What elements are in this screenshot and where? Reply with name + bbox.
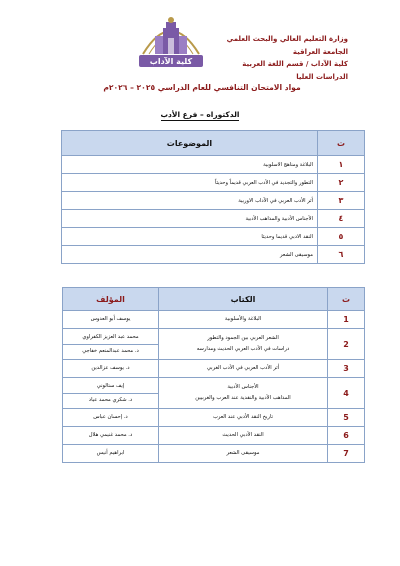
author-cell bbox=[63, 360, 159, 378]
row-number: 4 bbox=[328, 378, 365, 409]
topic-cell: التطور والتجديد في الأدب العربي قديماً وحديثاً bbox=[62, 174, 318, 192]
row-number: ٢ bbox=[318, 174, 365, 192]
row-number: ٦ bbox=[318, 246, 365, 264]
book-title: تاريخ النقد الأدبي عند العرب bbox=[213, 414, 273, 420]
book-title: النقد الأدبي الحديث bbox=[222, 432, 264, 438]
header-line: كلية الآداب / قسم اللغة العربية bbox=[242, 60, 348, 68]
table-row bbox=[62, 228, 365, 246]
author-cell bbox=[63, 311, 159, 329]
header-line: الجامعة العراقية bbox=[292, 47, 348, 56]
header-line: وزارة التعليم العالي والبحث العلمي bbox=[226, 35, 348, 43]
topic-cell: النقد الادبي قديما وحديثا bbox=[62, 228, 318, 246]
author-cell bbox=[63, 378, 159, 409]
author-cell bbox=[63, 409, 159, 427]
books-header-row bbox=[63, 288, 365, 311]
row-number: ٥ bbox=[318, 228, 365, 246]
book-title: البلاغة والأسلوبية bbox=[224, 316, 262, 322]
author-name: د. محمد غنيمي هلال bbox=[88, 432, 133, 438]
book-title: أثر الأدب العربي في الأدب الغربي bbox=[206, 365, 280, 371]
author-cell bbox=[63, 329, 159, 360]
row-number: ٣ bbox=[318, 192, 365, 210]
author-name: ابراهيم أنيس bbox=[96, 450, 125, 456]
column-header-num: ت bbox=[328, 288, 365, 311]
table-row bbox=[63, 360, 365, 378]
table-row bbox=[63, 409, 365, 427]
row-number: 1 bbox=[328, 311, 365, 329]
topics-table bbox=[61, 130, 365, 264]
row-number: ١ bbox=[318, 156, 365, 174]
author-name: د. يوسف عزالدين bbox=[91, 365, 130, 371]
document-subtitle bbox=[100, 110, 300, 119]
column-header-book: الكتاب bbox=[159, 288, 328, 311]
topics-header-row bbox=[62, 131, 365, 156]
table-row bbox=[62, 210, 365, 228]
table-row bbox=[62, 192, 365, 210]
author-divider bbox=[63, 393, 158, 394]
book-title: الأجناس الأدبية bbox=[227, 384, 259, 390]
ministry-header bbox=[208, 33, 348, 83]
table-row bbox=[62, 156, 365, 174]
author-name: د. إحسان عباس bbox=[93, 414, 128, 420]
topic-cell: البلاغة ومناهج الاسلوبية bbox=[62, 156, 318, 174]
book-title: دراسات في الأدب العربي الحديث ومدارسه bbox=[196, 346, 290, 352]
table-row bbox=[63, 445, 365, 463]
table-row bbox=[63, 329, 365, 360]
book-cell bbox=[159, 445, 328, 463]
book-cell bbox=[159, 378, 328, 409]
book-title: المذاهب الأدبية والنقدية عند العرب والغربيين bbox=[195, 395, 291, 401]
row-number: 3 bbox=[328, 360, 365, 378]
subtitle-text: الدكتوراه – فرع الأدب bbox=[160, 110, 240, 119]
author-cell bbox=[63, 427, 159, 445]
document-title: مواد الامتحان التنافسي للعام الدراسي ٢٠٢٥ – ٢٠٢٦م bbox=[103, 83, 301, 92]
table-row bbox=[62, 246, 365, 264]
header-line: الدراسات العليا bbox=[296, 72, 348, 81]
column-header-author: المؤلف bbox=[63, 288, 159, 311]
book-cell bbox=[159, 427, 328, 445]
author-cell bbox=[63, 445, 159, 463]
row-number: 6 bbox=[328, 427, 365, 445]
book-cell bbox=[159, 409, 328, 427]
topic-cell: موسيقى الشعر bbox=[62, 246, 318, 264]
logo-caption: كلية الآداب bbox=[149, 57, 193, 66]
column-header-num: ت bbox=[318, 131, 365, 156]
row-number: ٤ bbox=[318, 210, 365, 228]
author-name: محمد عبد العزيز الكفراوي bbox=[82, 333, 139, 340]
topic-cell: الأجناس الأدبية والمذاهب الأدبية bbox=[62, 210, 318, 228]
book-cell bbox=[159, 329, 328, 360]
column-header-topic: الموضوعات bbox=[62, 131, 318, 156]
book-cell bbox=[159, 360, 328, 378]
author-name: د. محمد عبدالمنعم خفاجي bbox=[82, 347, 139, 354]
row-number: 2 bbox=[328, 329, 365, 360]
college-logo bbox=[135, 14, 207, 70]
table-row bbox=[62, 174, 365, 192]
author-name: د. شكري محمد عياد bbox=[88, 396, 133, 403]
book-cell bbox=[159, 311, 328, 329]
topic-cell: أثر الأدب العربي في الآداب الاوربية bbox=[62, 192, 318, 210]
row-number: 5 bbox=[328, 409, 365, 427]
author-name: يوسف أبو العدوس bbox=[90, 316, 131, 322]
author-name: إيف ستالوني bbox=[96, 382, 125, 389]
table-row bbox=[63, 311, 365, 329]
book-title: موسيقى الشعر bbox=[226, 450, 260, 456]
table-row bbox=[63, 427, 365, 445]
author-divider bbox=[63, 344, 158, 345]
table-row bbox=[63, 378, 365, 409]
book-title: الشعر العربي بين الجمود والتطور bbox=[207, 335, 279, 341]
books-table bbox=[62, 287, 365, 463]
row-number: 7 bbox=[328, 445, 365, 463]
